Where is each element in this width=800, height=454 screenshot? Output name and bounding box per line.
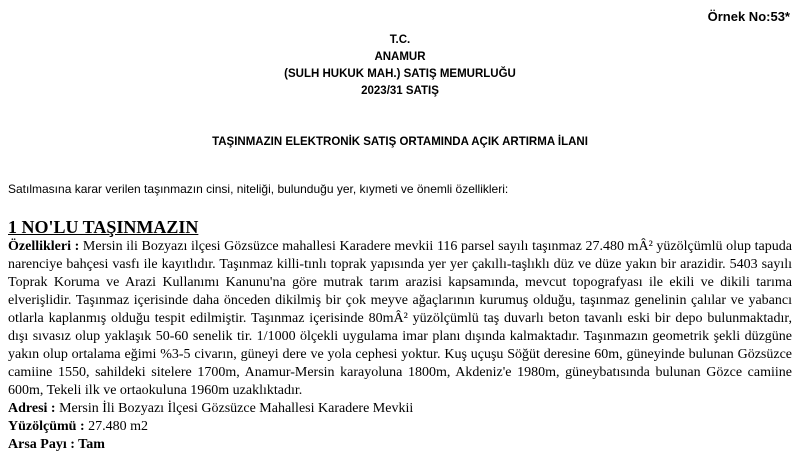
- features-text: Mersin ili Bozyazı ilçesi Gözsüzce mahallesi Karadere mevkii 116 parsel sayılı taşınmaz 27.480 mÂ² yüzölçümlü olup tapuda narenciye bahçesi vasfı ile kayıtlıdır. Taşınmaz killi-tınlı toprak yapısında yer yer çakıllı-taşlıklı düz ve düze yakın bir arazidir. 5403 sayılı Toprak Koruma ve Arazi Kullanımı Kanunu'na göre mutrak tarım arazisi kapsamında, mevcut topografyası ile ekili ve dikili tarıma elverişlidir. Taşınmaz içerisinde daha önceden dikilmiş bir çok meyve ağaçlarının kurumuş olduğu, taşınmaz genelinin çalılar ve yabancı otlarla kaplanmış olduğu tespit edilmiştir. Taşınmaz içerisinde 80mÂ² yüzölçümlü taş duvarlı beton tavanlı eski bir depo bulunmaktadır, dışı sıvasız olup yaklaşık 50-60 senelik tir. 1/1000 ölçekli uygulama imar planı dışında kalmaktadır. Taşınmazın geometrik şekli düzgüne yakın olup ortalama eğimi %3-5 civarın, güneyi dere ve yola cephesi yoktur. Kuş uçuşu Söğüt deresine 60m, güneyinde bulunan Gözsüzce camiine 1550, sahildeki sitelere 1700m, Anamur-Mersin karayoluna 1800m, Akdeniz'e 1980m, güneybatısında bulunan Gözce camiine 600m, Tekeli ilk ve ortaokuluna 1960m uzaklıktadır.: [8, 239, 792, 398]
- features-label: Özellikleri :: [8, 239, 80, 254]
- intro-text: Satılmasına karar verilen taşınmazın cinsi, niteliği, bulunduğu yer, kıymeti ve önemli özellikleri:: [8, 182, 509, 196]
- issuer-header: [0, 32, 800, 100]
- header-line-office: (SULH HUKUK MAH.) SATIŞ MEMURLUĞU: [284, 68, 516, 80]
- share-label: Arsa Payı :: [8, 437, 75, 452]
- address-label: Adresi :: [8, 401, 56, 416]
- header-line-city: ANAMUR: [374, 51, 426, 63]
- notice-title: TAŞINMAZIN ELEKTRONİK SATIŞ ORTAMINDA AÇIK ARTIRMA İLANI: [212, 136, 588, 148]
- area-label: Yüzölçümü :: [8, 419, 85, 434]
- form-number: Örnek No:53*: [707, 9, 790, 24]
- property-section: [8, 216, 792, 454]
- header-line-tc: T.C.: [389, 34, 411, 46]
- address-row: [8, 400, 792, 418]
- area-value: 27.480 m2: [84, 419, 149, 434]
- header-line-case-number: 2023/31 SATIŞ: [361, 85, 439, 97]
- share-value: Tam: [74, 437, 105, 452]
- area-row: [8, 418, 792, 436]
- features-paragraph: [8, 238, 792, 400]
- address-value: Mersin İli Bozyazı İlçesi Gözsüzce Mahallesi Karadere Mevkii: [55, 401, 414, 416]
- share-row: [8, 436, 792, 454]
- property-heading: 1 NO'LU TAŞINMAZIN: [8, 217, 199, 237]
